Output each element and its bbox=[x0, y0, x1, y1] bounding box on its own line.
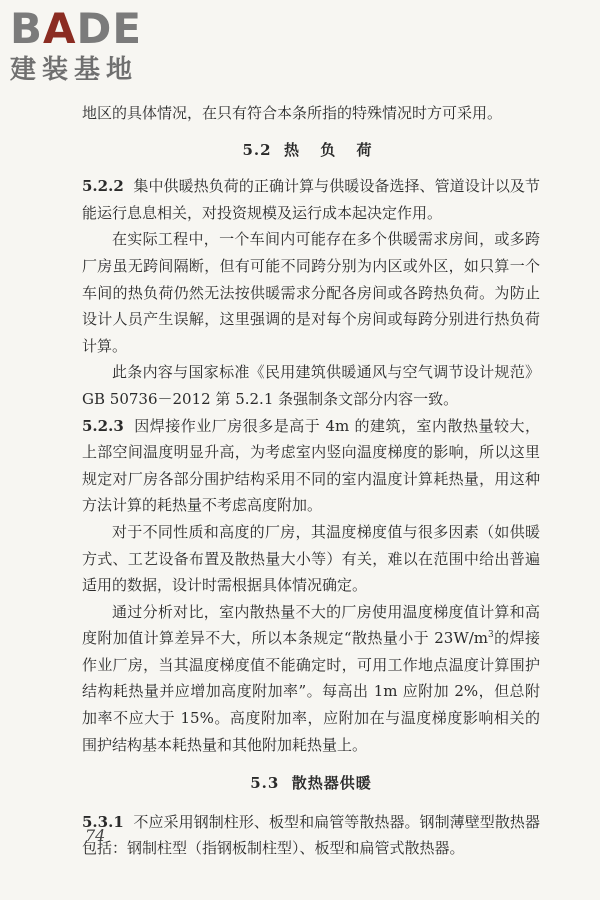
brand-logo bbox=[10, 6, 180, 86]
section-number: 5.2 bbox=[242, 140, 272, 159]
logo-subtitle: 建装基地 bbox=[10, 55, 139, 85]
section-title: 散热器供暖 bbox=[291, 774, 372, 793]
clause-number: 5.2.3 bbox=[82, 416, 124, 435]
clause-text: 不应采用钢制柱形、板型和扁管等散热器。钢制薄壁型散热器包括：钢制柱型（指钢板制柱型）、板型和扁管式散热器。 bbox=[82, 812, 540, 858]
paragraph-continued: 地区的具体情况，在只有符合本条所指的特殊情况时方可采用。 bbox=[82, 104, 503, 122]
paragraph: 此条内容与国家标准《民用建筑供暖通风与空气调节设计规范》GB 50736－2012 第 5.2.1 条强制条文部分内容一致。 bbox=[82, 363, 540, 408]
section-title: 热 负 荷 bbox=[284, 140, 380, 159]
clause-text: 集中供暖热负荷的正确计算与供暖设备选择、管道设计以及节能运行息息相关，对投资规模及运行成本起决定作用。 bbox=[82, 177, 540, 222]
logo-wordmark: BADE bbox=[10, 4, 143, 53]
paragraph: 对于不同性质和高度的厂房，其温度梯度值与很多因素（如供暖方式、工艺设备布置及散热量大小等）有关，难以在范围中给出普遍适用的数据，设计时需根据具体情况确定。 bbox=[82, 522, 540, 595]
page-number: 74 bbox=[85, 826, 106, 845]
clause-5-2-3 bbox=[82, 413, 540, 519]
document-body bbox=[82, 100, 540, 862]
clause-number: 5.2.2 bbox=[82, 177, 124, 196]
section-heading-5-2 bbox=[82, 137, 540, 164]
section-heading-5-3 bbox=[82, 770, 540, 797]
paragraph: 通过分析对比，室内散热量不大的厂房使用温度梯度值计算和高度附加值计算差异不大，所以本条规定“散热量小于 $23W/m^3$的焊接作业厂房，当其温度梯度值不能确定时，可用工作地点温度计算围护结构耗热量并应增加高度附加率”。每高出 1m 应附加 2%，但总附加率不应大于 15%。高度附加率，应附加在与温度梯度影响相关的围护结构基本耗热量和其他附加耗热量上。 bbox=[82, 602, 540, 754]
section-number: 5.3 bbox=[250, 774, 280, 793]
paragraph: 在实际工程中，一个车间内可能存在多个供暖需求房间，或多跨厂房虽无跨间隔断，但有可能不同跨分别为内区或外区，如只算一个车间的热负荷仍然无法按供暖需求分配各房间或各跨热负荷。为防止设计人员产生误解，这里强调的是对每个房间或每跨分别进行热负荷计算。 bbox=[82, 230, 540, 355]
clause-number: 5.3.1 bbox=[82, 812, 124, 831]
clause-5-2-2 bbox=[82, 173, 540, 226]
clause-text: 因焊接作业厂房很多是高于 4m 的建筑，室内散热量较大，上部空间温度明显升高，为考虑室内竖向温度梯度的影响，所以这里规定对厂房各部分围护结构采用不同的室内温度计算耗热量，用这种方法计算的耗热量不考虑高度附加。 bbox=[82, 416, 540, 515]
clause-5-3-1 bbox=[82, 809, 540, 862]
